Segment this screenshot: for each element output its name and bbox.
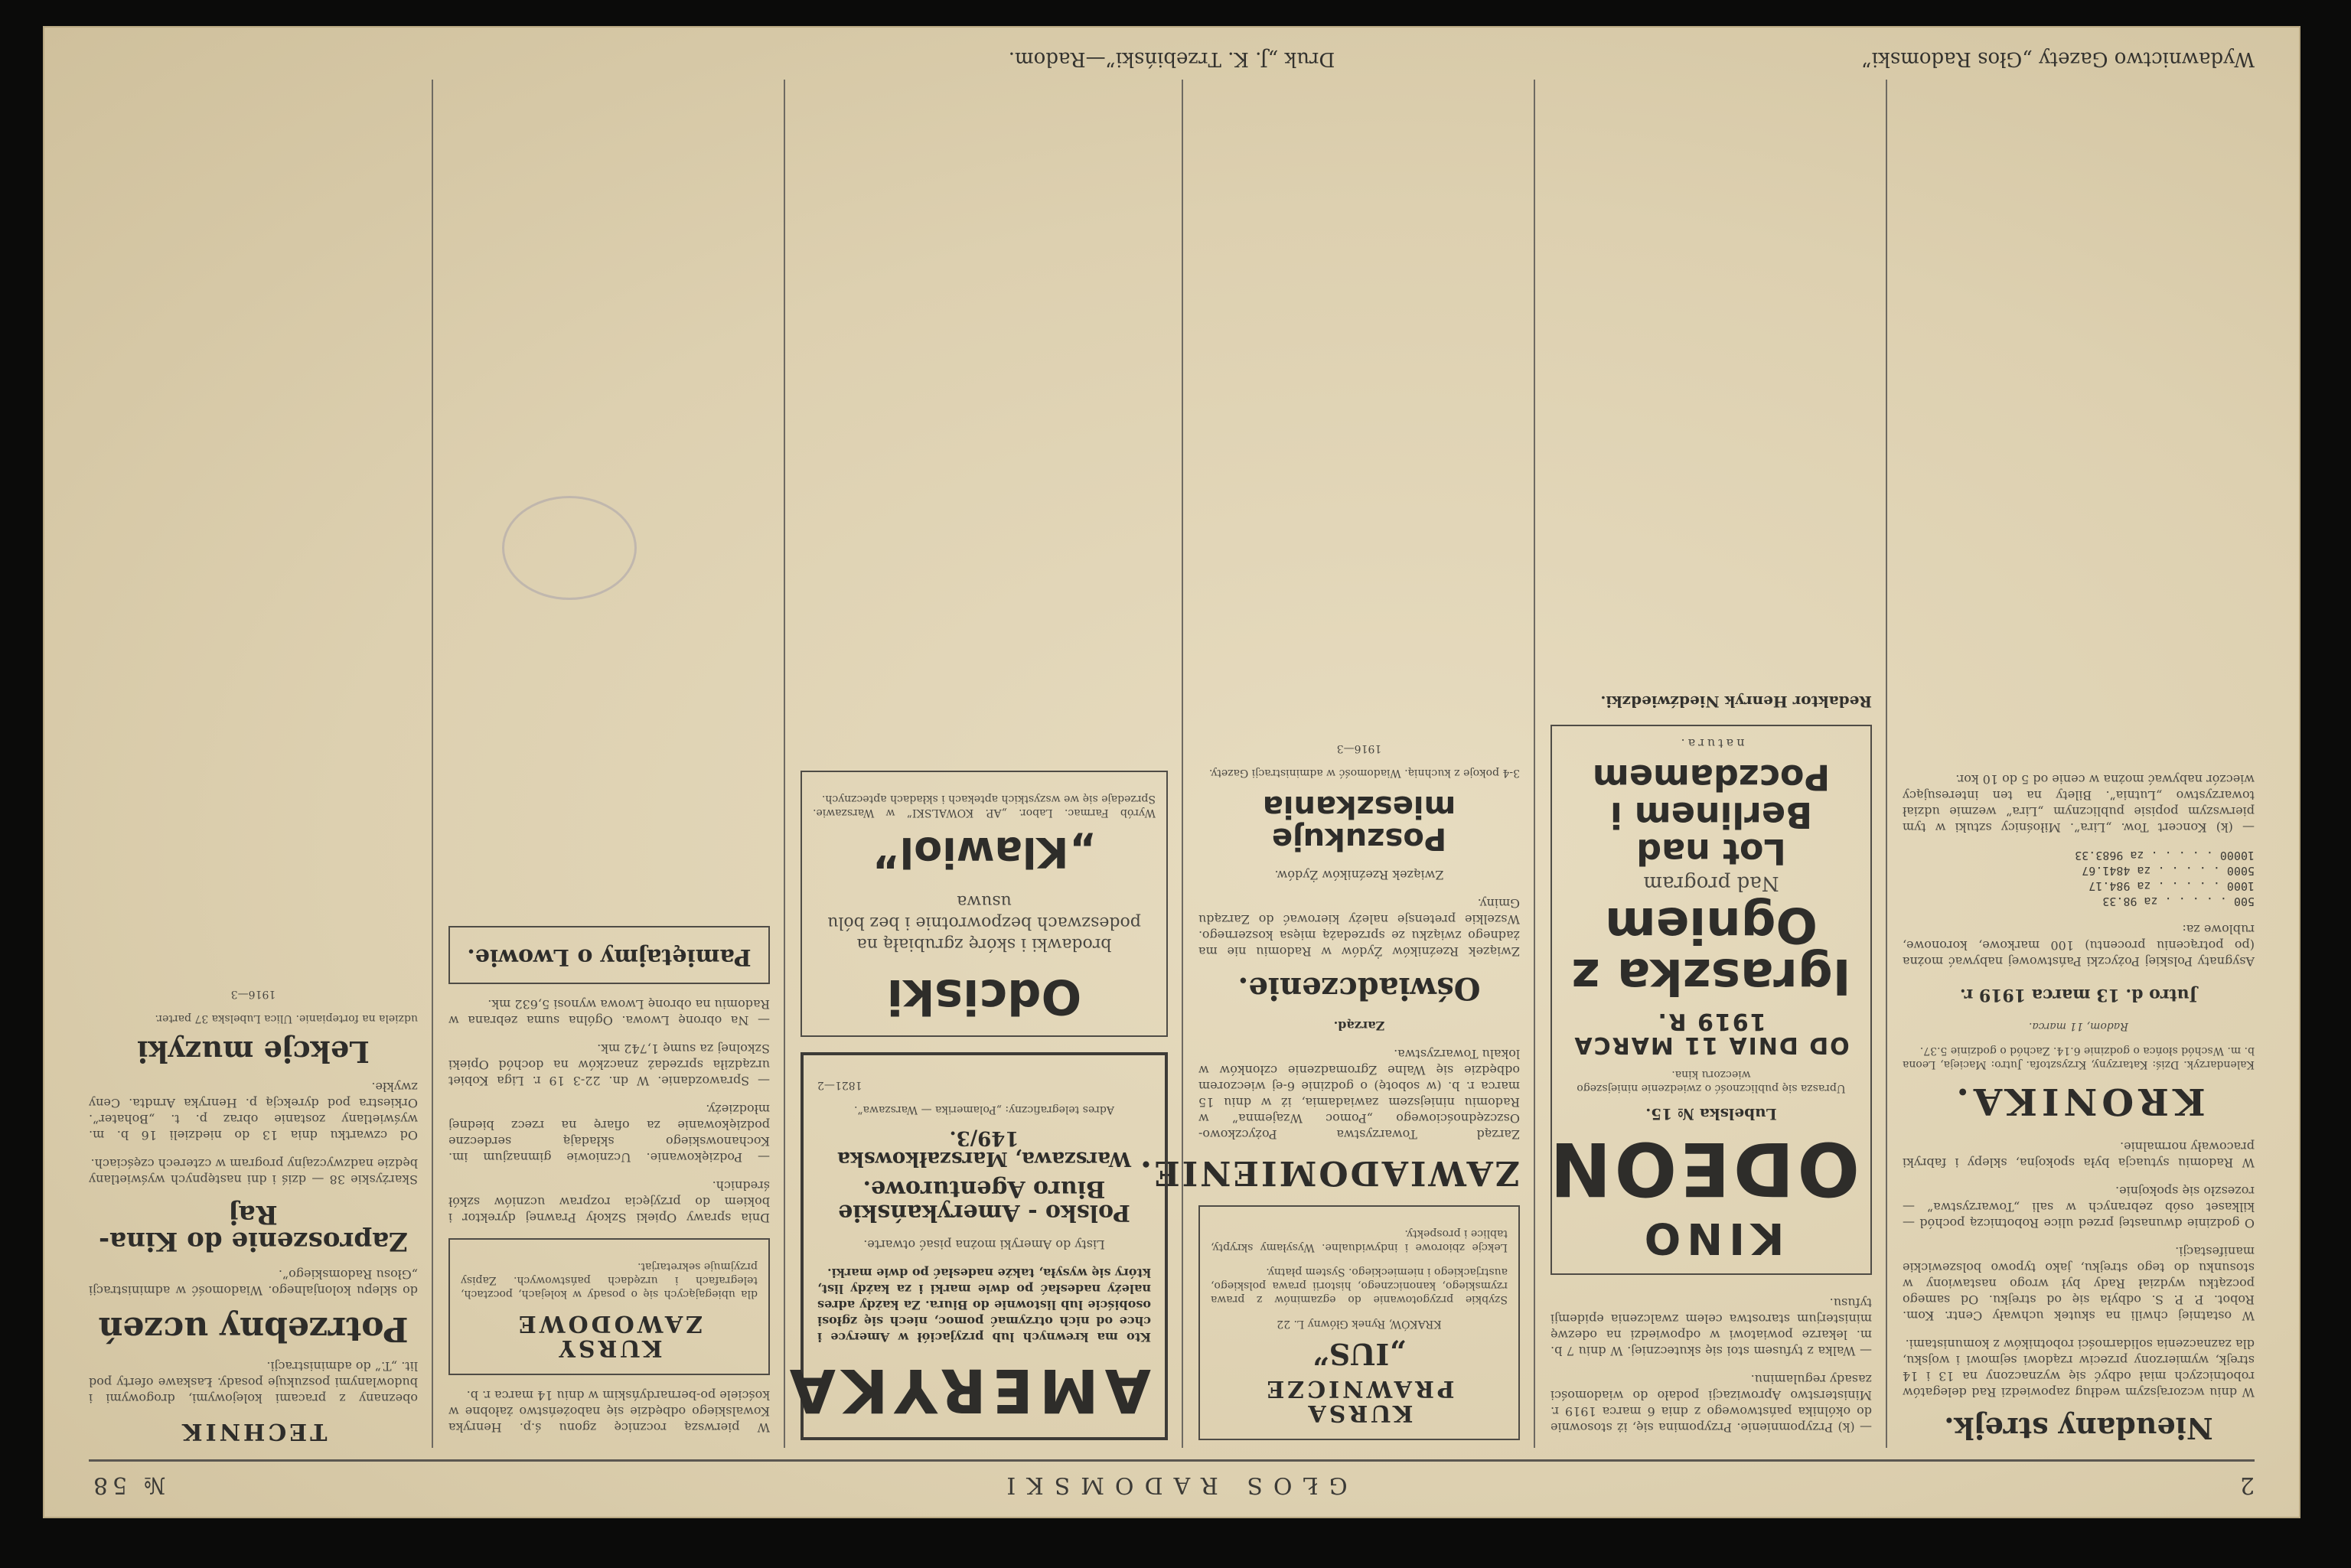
column-local [448, 80, 770, 1448]
kursa-title: KURSA PRAWNICZE [1264, 1375, 1455, 1426]
column-notices [1137, 80, 1520, 1448]
column-ameryka [783, 80, 1168, 1448]
technik-text: obeznany z pracami kolejowymi, drogowymi i budowlanymi poszukuje posady. Łaskawe oferty pod lit. „T.” do administracji. [89, 1359, 418, 1407]
column-separator [1534, 80, 1535, 1448]
article-paragraph: W dniu wczorajszym według zapowiedzi Rad delegatów robotniczych miał odbyć się wyznaczony na 13 i 14 strejk, wymierzony przeciw rządowi sejmowi i wojsku, dla zaznaczenia solidarności robotników z komunistami. [1903, 1337, 2255, 1400]
column-separator [1886, 80, 1887, 1448]
ameryka-title: AMERYKA [783, 1355, 1151, 1424]
zaproszenie-text: Skarżyskie 38 — dziś i dni następnych wyświetlany będzie nadzwyczajny program w czterech częściach. [89, 1156, 418, 1187]
calendar-note: Kalendarzyk. Dziś: Katarzyny, Krzysztofa. Jutro: Macieja, Leona b. m. Wschód słońca o godzinie 6.14. Zachód o godzinie 5.37. [1903, 1044, 2255, 1071]
newspaper-page [43, 26, 2300, 1518]
library-stamp [502, 496, 637, 600]
publisher-line: Wydawnictwo Gazety „Głos Radomski” [1861, 47, 2255, 70]
zawiadomienie-signature: Zarząd. [1333, 1018, 1385, 1033]
lekcje-number: 1916—3 [230, 988, 276, 1001]
kursy-title: KURSY ZAWODOWE [515, 1310, 703, 1361]
column-ads [89, 80, 418, 1448]
dateline: Radom, 11 marca. [2029, 1019, 2128, 1032]
page-header [89, 1465, 2255, 1498]
biuro-number: 1821—2 [817, 1078, 862, 1091]
film-title-second: Lot nad Berlinem i Poczdamem [1592, 757, 1831, 873]
program-label: Nad program [1643, 872, 1779, 895]
kino-odeon-ad [1547, 725, 1872, 1275]
tomorrow-date: Jutro d. 13 marca 1919 r. [1959, 984, 2198, 1005]
masthead: GŁOS RADOMSKI [996, 1472, 1348, 1498]
odciski-ad [801, 771, 1168, 1037]
article-paragraph: Asygnaty Polskiej Pożyczki Państwowej nabywać można (po potrąceniu procentu) 100 markowe, koronowe, rublowe za: [1903, 921, 2255, 969]
biuro-telegraph: Adres telegraficzny: „Polamerika — Warszawa”. [854, 1103, 1114, 1116]
zawiadomienie-text: Zarząd Towarzystwa Pożyczkowo-Oszczędnościowego „Pomoc Wzajemna” w Radomiu niniejszem zawiadamia, iż w dniu 15 marca r. b. (w sobotę) o godzinie 6-ej wieczorem odbędzie się Walne Zgromadzenie członków w lokalu Towarzystwa. [1198, 1046, 1520, 1142]
kursy-ad [448, 1238, 770, 1375]
pamietajmy-title: Pamiętajmy o Lwowie. [467, 944, 752, 970]
biuro-name: Polsko - Amerykańskie Biuro Agenturowe. [838, 1175, 1130, 1227]
printer-line: Druk „J. K. Trzebiński”—Radom. [1008, 47, 1335, 70]
article-paragraph: W pierwszą rocznicę zgonu ś.p. Henryka Kowalskiego odbędzie się nabożeństwo żałobne w kościele po-bernardyńskim w dniu 14 marca r. b. [448, 1388, 770, 1435]
lekcje-text: udziela na fortepianie. Ulica Lubelska 37 parter. [155, 1012, 418, 1025]
rate-row: 10000 . . . . . za 9683.33 [2075, 848, 2255, 862]
potrzebny-text: do sklepu kolonjalnego. Wiadomość w administracji „Głosu Radomskiego”. [89, 1267, 418, 1299]
article-paragraph: O godzinie dwunastej przed ulice Robotniczą pochód — kilkaset osób zebranych w sali „Towarzystwa” — rozeszło się spokojnie. [1903, 1184, 2255, 1231]
zawiadomienie-title: ZAWIADOMIENIE. [1137, 1153, 1520, 1193]
kursy-text: dla ubiegających się o posady w kolejach, pocztach, telegrafach i urzędach państwowych. Zapisy przyjmuje sekretarjat. [461, 1260, 758, 1300]
oswiadczenie-text: Związek Rzeźników Żydów w Radomiu nie ma żadnego związku ze sprzedażą mięsa koszernego. Wszelkie pretensje należy kierować do Zarządu Gminy. [1198, 895, 1520, 959]
ameryka-ad [783, 1052, 1168, 1440]
column-separator [1182, 80, 1183, 1448]
odeon-logo: ODEON [1547, 1126, 1860, 1212]
article-paragraph: — Podziękowanie. Uczniowie gimnazjum im. Kochanowskiego składają serdeczne podziękowanie za ofiarę na rzecz biednej młodzieży. [448, 1102, 770, 1165]
oswiadczenie-title: Oświadczenie. [1237, 970, 1481, 1006]
article-paragraph: W Radomiu sytuacja była spokojna, sklepy i fabryki pracowały normalnie. [1903, 1139, 2255, 1171]
lekcje-title: Lekcje muzyki [137, 1034, 370, 1069]
od-dnia-banner: OD DNIA 11 MARCA 1919 R. [1573, 1007, 1850, 1059]
column-separator [784, 80, 785, 1448]
rate-row: 500 . . . . . za 98.33 [2102, 894, 2255, 908]
article-paragraph: — Walka z tyfusem stoi się skuteczniej. W dniu 7 b. m. lekarze powiatowi w odpowiedzi na odezwę ministerjum starostwa celem zwalczenia epidemji tyfusu. [1550, 1296, 1872, 1358]
article-paragraph: — (k) Koncert Tow. „Lira”. Miłośnicy sztuki w tym pierwszym popisie publicznym „Lira” wezmie udział towarzystwo „Lutnia”. Bilety na ten interesujący wieczór nabywać można w cenie od 5 do 10 kor. [1903, 771, 2255, 835]
odciski-text: brodawki i skórę zgrubiałą na podeszwach bezpowrotnie i bez bólu usuwa [827, 892, 1141, 954]
article-paragraph: W ostatniej chwili na skutek uchwały Centr. Kom. Robot. P. P. S. odbyła się od strejku. Od samego początku wydział Rady był wrogo nastawiony w stosunku do tego strejku, jako typowo bolszewickie manifestacji. [1903, 1244, 2255, 1324]
issue-number: № 58 [89, 1472, 166, 1498]
oswiadczenie-signature: Związek Rzeźników Żydów. [1274, 867, 1444, 882]
odciski-title: Odciski [886, 968, 1082, 1025]
poszukuje-text: 3-4 pokoje z kuchnią. Wiadomość w administracji Gazety. [1208, 766, 1520, 779]
article-paragraph: Od czwartku dnia 13 do niedzieli 16 b. m. wyświetlany zostanie obraz p. t. „Bohater”. Orkiestra pod dyrekcją p. Henryka Arndta. Ceny zwykłe. [89, 1079, 418, 1143]
article-paragraph: — Sprawozdanie. W dn. 22-3 19 r. Liga Kobiet urządziła sprzedaż znaczków na dochód Opieki Szkolnej za sumę 1,742 mk. [448, 1042, 770, 1088]
kursa-text: Szybkie przygotowanie do egzaminów z prawa rzymskiego, kanonicznego, historii prawa polskiego, austrjackiego i niemieckiego. System płatny. [1211, 1266, 1508, 1306]
header-rule [89, 1459, 2255, 1462]
page-number: 2 [2235, 1472, 2255, 1498]
kino-note: Uprasza się publiczność o zwiedzenie niniejszego wieczoru kina. [1577, 1068, 1846, 1095]
article-paragraph: — (k) Przypomnienie. Przypomina się, iż stosownie do okólnika państwowego z dnia 6 marca 1919 r. Ministerstwo Aprowizacji podało do wiadomości zasady regulaminu. [1550, 1372, 1872, 1435]
film-note: natura. [1678, 736, 1745, 751]
pamietajmy-box [448, 927, 770, 985]
column-strike [1903, 80, 2255, 1448]
kursa-subtitle: „IUS” [1312, 1337, 1407, 1371]
technik-title: TECHNIK [179, 1418, 328, 1445]
rate-row: 1000 . . . . . za 984.17 [2089, 879, 2255, 893]
biuro-address: Warszawa, Marszałkowska 149/3. [837, 1126, 1131, 1171]
rate-row: 5000 . . . . . za 4841.67 [2082, 863, 2255, 878]
article-title: Nieudany strejk. [1944, 1411, 2213, 1446]
section-title-kronika: KRONIKA. [1952, 1080, 2206, 1123]
poszukuje-number: 1916—3 [1336, 742, 1382, 755]
kursa-note: Lekcje zbiorowe i indywidualne. Wysyłamy skrypty, tablice i prospekty. [1211, 1227, 1508, 1254]
odeon-address: Lubelska № 15. [1645, 1105, 1777, 1124]
column-chronicle [1547, 80, 1872, 1448]
poszukuje-title: Poszukuje mieszkania [1262, 788, 1456, 856]
page-footer [89, 43, 2255, 70]
column-separator [432, 80, 433, 1448]
klawiol-note: Wyrób Farmac. Labor. „AP. KOWALSKI” w Warszawie. Sprzedaje się we wszystkich aptekach i składach aptecznych. [813, 792, 1156, 819]
kursa-address: KRAKÓW, Rynek Główny L. 22 [1277, 1318, 1442, 1331]
film-title-main: Igraszka z Ogniem [1571, 896, 1851, 1005]
kino-heading: KINO [1638, 1213, 1785, 1263]
article-paragraph: — Na obronę Lwowa. Ogólna suma zebrana w Radomiu na obronę Lwowa wynosi 5,632 mk. [448, 997, 770, 1028]
editor-line: Redaktor Henryk Niedźwiedzki. [1600, 693, 1872, 712]
kursa-ad [1198, 1205, 1520, 1440]
article-paragraph: Dnia sprawy Opieki Szkoły Prawnej dyrektor i bokiem do przyjęcia rozpraw uczniów szkół średnich. [448, 1178, 770, 1225]
zaproszenie-title: Zaproszenie do Kina-Raj [99, 1198, 409, 1257]
ameryka-text: Kto ma krewnych lub przyjaciół w Ameryce i chce od nich otrzymać pomoc, niech się zgłosi osobiście lub listownie do Biura. Za każdy adres należy nadesłać po dwie marki i za każdy list, który się wysyła, także nadesłać po dwie marki. [817, 1266, 1151, 1345]
ameryka-note: Listy do Ameryki można pisać otwarte. [863, 1237, 1105, 1253]
klawiol-title: „Klawiol” [872, 828, 1096, 877]
potrzebny-title: Potrzebny uczeń [98, 1309, 409, 1349]
